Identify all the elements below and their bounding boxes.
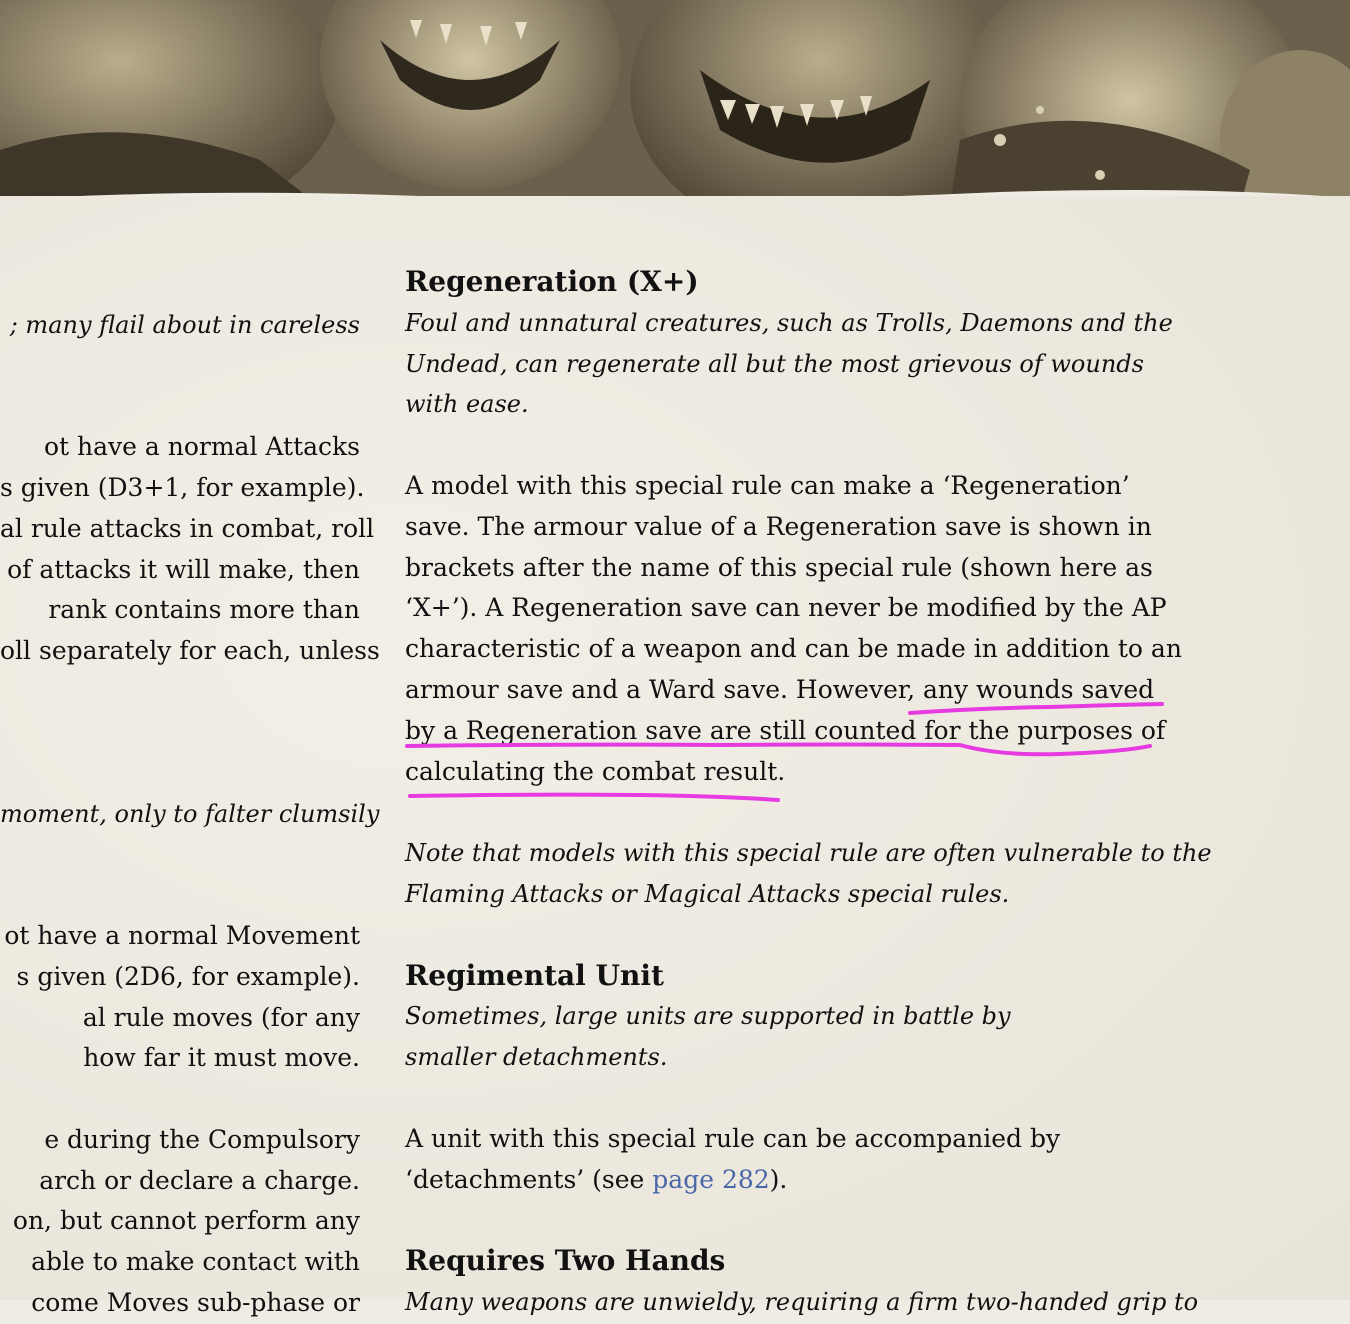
goblin-artwork-image	[0, 0, 1350, 206]
regeneration-note-line: Note that models with this special rule are often vulnerable to the	[405, 839, 1212, 868]
left-column-line: able to make contact with	[31, 1247, 360, 1276]
regeneration-heading: Regeneration (X+)	[405, 265, 699, 298]
regeneration-flavour-line: with ease.	[405, 390, 529, 419]
left-column-line: of attacks it will make, then	[7, 555, 360, 584]
regeneration-body-line: brackets after the name of this special rule (shown here as	[405, 552, 1153, 582]
regeneration-body-line: armour save and a Ward save. However, any wounds saved	[405, 674, 1155, 704]
right-column	[405, 262, 1212, 1323]
regimental-unit-flavour-line: Sometimes, large units are supported in battle by	[405, 1002, 1011, 1031]
regeneration-body-line: characteristic of a weapon and can be made in addition to an	[405, 634, 1182, 664]
left-column-line: al rule moves (for any	[82, 1003, 360, 1032]
regeneration-body-line: by a Regeneration save are still counted for the purposes of	[405, 715, 1166, 745]
page-282-link[interactable]: page 282	[652, 1164, 770, 1194]
regimental-unit-heading: Regimental Unit	[405, 958, 664, 992]
left-column-line: ; many flail about in careless	[9, 311, 360, 339]
left-column-line: on, but cannot perform any	[12, 1206, 360, 1235]
regimental-unit-body-line: A unit with this special rule can be accompanied by	[405, 1123, 1061, 1153]
regimental-unit-body-text: ).	[769, 1164, 788, 1194]
regeneration-note-line: Flaming Attacks or Magical Attacks special rules.	[405, 879, 1010, 908]
regeneration-body-line: calculating the combat result.	[405, 756, 786, 786]
left-column-line: moment, only to falter clumsily	[0, 800, 380, 828]
regimental-unit-body-text: ‘detachments’ (see	[405, 1164, 653, 1194]
regeneration-body-line: ‘X+’). A Regeneration save can never be modified by the AP	[405, 593, 1167, 623]
header-illustration	[0, 0, 1350, 206]
left-column-line: e during the Compulsory	[44, 1125, 360, 1154]
regeneration-body-line: A model with this special rule can make a ‘Regeneration’	[405, 470, 1130, 500]
regimental-unit-body-line	[405, 1160, 1185, 1201]
left-column-line: s given (2D6, for example).	[16, 962, 360, 991]
left-column-line: arch or declare a charge.	[39, 1166, 360, 1195]
left-column-line: come Moves sub-phase or	[31, 1288, 360, 1317]
requires-two-hands-heading: Requires Two Hands	[405, 1244, 726, 1278]
left-column-line: ot have a normal Attacks	[43, 432, 360, 461]
regeneration-body-line: save. The armour value of a Regeneration save is shown in	[405, 511, 1152, 541]
left-column-line: al rule attacks in combat, roll	[0, 514, 375, 543]
left-column-line: how far it must move.	[83, 1043, 360, 1072]
left-column-line: ot have a normal Movement	[4, 921, 360, 950]
requires-two-hands-flavour-line: Many weapons are unwieldy, requiring a firm two-handed grip to	[405, 1287, 1199, 1316]
regeneration-flavour-line: Undead, can regenerate all but the most grievous of wounds	[405, 349, 1144, 378]
left-column-line: oll separately for each, unless	[0, 636, 380, 665]
left-column-line: s given (D3+1, for example).	[0, 473, 365, 502]
regeneration-flavour-line: Foul and unnatural creatures, such as Trolls, Daemons and the	[405, 308, 1173, 337]
regimental-unit-flavour-line: smaller detachments.	[405, 1043, 668, 1072]
left-column-line: rank contains more than	[48, 595, 360, 624]
